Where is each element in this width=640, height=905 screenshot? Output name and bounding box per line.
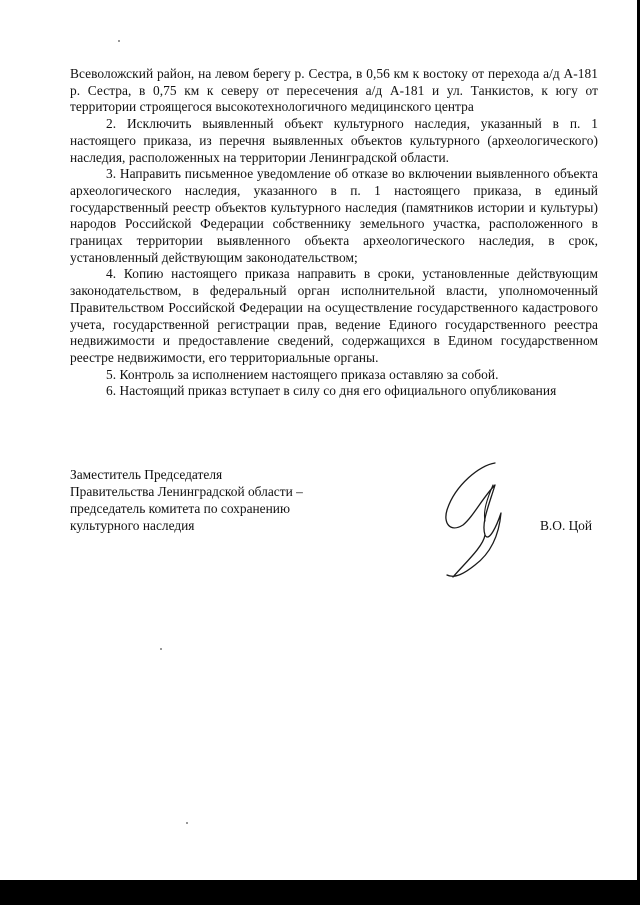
paragraph-item-5: 5. Контроль за исполнением настоящего приказа оставляю за собой. — [106, 366, 499, 382]
paragraph-location-continuation: Всеволожский район, на левом берегу р. Сестра, в 0,56 км к востоку от перехода а/д А-181 р. Сестра, в 0,75 км к северу от пересечения а/д А-181 и ул. Танкистов, к югу от территории строящегося высокотехнологичного медицинского центра — [70, 66, 598, 115]
scan-border-bottom — [0, 880, 640, 905]
signer-name: В.О. Цой — [540, 518, 592, 533]
paragraph-item-4: 4. Копию настоящего приказа направить в сроки, установленные действующим законодательством, в федеральный орган исполнительной власти, уполномоченный Правительством Российской Федерации на осуществление государственного кадастрового учета, государственной регистрации прав, ведение Единого государственного реестра недвижимости и предоставление сведений, содержащихся в Едином государственном реестре недвижимости, его территориальные органы. — [70, 266, 598, 365]
paragraph-item-3: 3. Направить письменное уведомление об отказе во включении выявленного объекта археологического наследия, указанного в п. 1 настоящего приказа, в единый государственный реестр объектов культурного наследия (памятников истории и культуры) народов Российской Федерации собственнику земельного участка, расположенного в границах территории выявленного объекта археологического наследия, в срок, установленный действующим законодательством; — [70, 166, 598, 265]
scan-speck — [186, 822, 188, 824]
scan-speck — [160, 648, 162, 650]
paragraph-item-6: 6. Настоящий приказ вступает в силу со дня его официального опубликования — [106, 383, 557, 399]
scan-speck — [118, 40, 120, 42]
handwritten-signature — [425, 455, 530, 585]
document-body — [70, 66, 598, 400]
signatory-position — [70, 466, 370, 534]
paragraph-item-2: 2. Исключить выявленный объект культурного наследия, указанный в п. 1 настоящего приказа, из перечня выявленных объектов культурного (археологического) наследия, расположенных на территории Ленинградской области. — [70, 116, 598, 165]
position-line: Правительства Ленинградской области – — [70, 484, 303, 499]
position-line: культурного наследия — [70, 518, 195, 533]
position-line: председатель комитета по сохранению — [70, 501, 290, 516]
position-line: Заместитель Председателя — [70, 467, 223, 482]
